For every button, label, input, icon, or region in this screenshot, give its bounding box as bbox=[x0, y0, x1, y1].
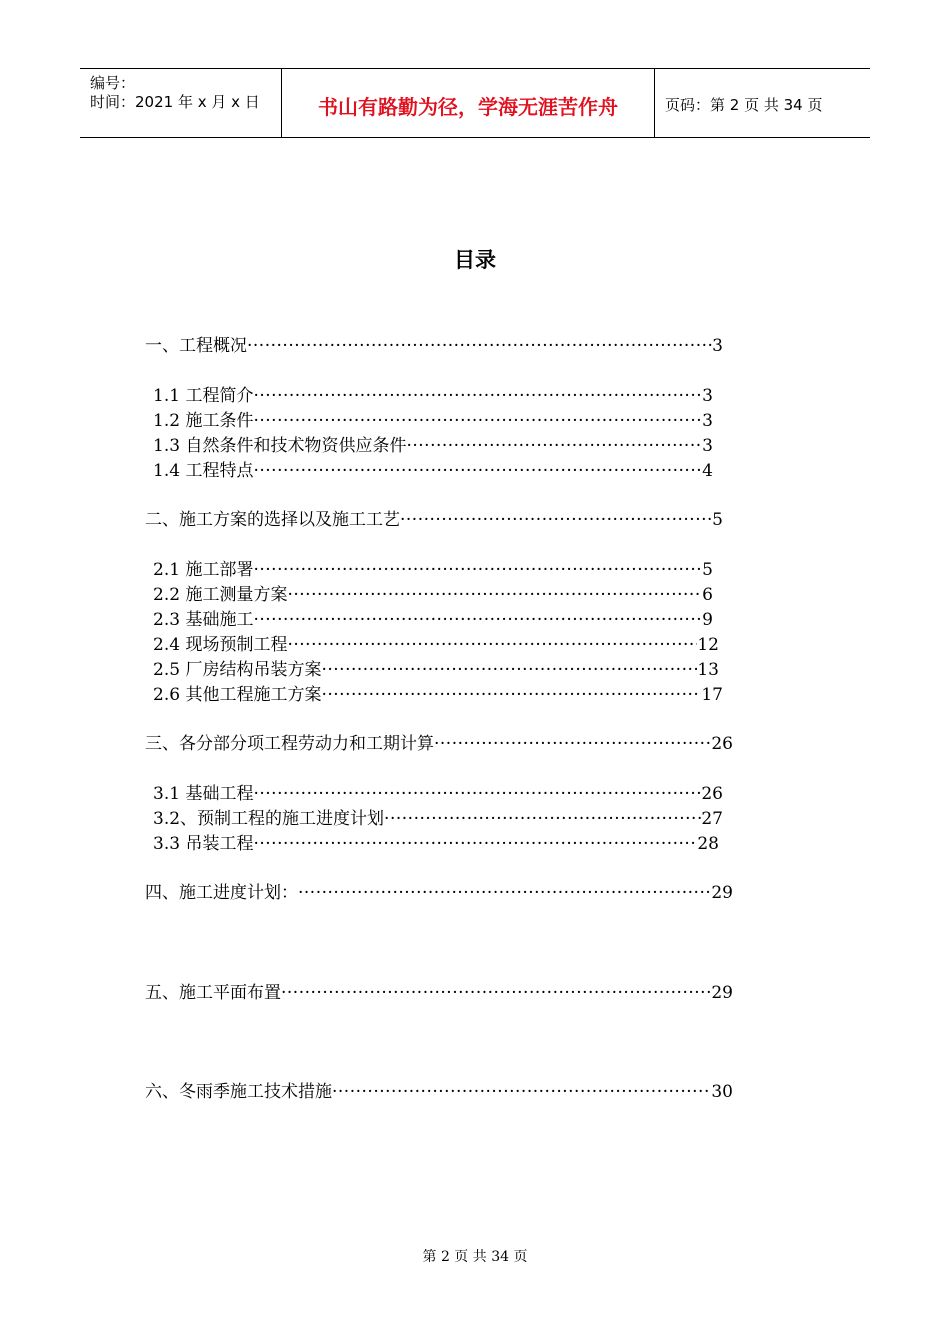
toc-entry[interactable] bbox=[145, 881, 733, 905]
toc-entry[interactable] bbox=[153, 633, 719, 657]
toc-entry-page: 29 bbox=[711, 983, 733, 1003]
toc-entry-label: 六、冬雨季施工技术措施 bbox=[145, 1082, 332, 1102]
toc-entry-page: 5 bbox=[712, 510, 723, 530]
toc-entry-label: 2.1 施工部署 bbox=[153, 560, 254, 580]
toc-leader-dots bbox=[321, 658, 697, 682]
toc-entry-label: 一、工程概况 bbox=[145, 336, 247, 356]
header-info-cell bbox=[80, 69, 282, 137]
toc-entry-page: 29 bbox=[711, 883, 733, 903]
toc-entry[interactable] bbox=[153, 558, 713, 582]
toc-entry[interactable] bbox=[153, 434, 713, 458]
toc-entry-page: 26 bbox=[711, 734, 733, 754]
header-page-cell bbox=[655, 69, 870, 137]
toc-leader-dots bbox=[253, 409, 702, 433]
toc-leader-dots bbox=[332, 1080, 711, 1104]
toc-entry-page: 12 bbox=[697, 635, 719, 655]
page-footer: 第 2 页 共 34 页 bbox=[422, 1249, 528, 1265]
toc-entry-page: 28 bbox=[697, 834, 719, 854]
toc-entry-page: 17 bbox=[701, 685, 723, 705]
toc-entry-page: 6 bbox=[702, 585, 713, 605]
toc-entry-page: 3 bbox=[702, 436, 713, 456]
toc-entry-label: 二、施工方案的选择以及施工工艺 bbox=[145, 510, 400, 530]
toc-leader-dots bbox=[253, 832, 697, 856]
toc-entry-page: 30 bbox=[711, 1082, 733, 1102]
toc-entry[interactable] bbox=[145, 1080, 733, 1104]
toc-leader-dots bbox=[253, 782, 701, 806]
toc-entry[interactable] bbox=[145, 508, 723, 532]
toc-entry[interactable] bbox=[153, 459, 713, 483]
toc-entry-label: 3.1 基础工程 bbox=[153, 784, 254, 804]
toc-leader-dots bbox=[298, 881, 711, 905]
toc-entry[interactable] bbox=[153, 658, 719, 682]
toc-entry-page: 3 bbox=[702, 411, 713, 431]
toc-entry-label: 四、施工进度计划： bbox=[145, 883, 298, 903]
toc-entry-label: 2.5 厂房结构吊装方案 bbox=[153, 660, 322, 680]
toc-entry-label: 2.6 其他工程施工方案 bbox=[153, 685, 322, 705]
toc-entry-page: 4 bbox=[702, 461, 713, 481]
toc-entry-label: 2.2 施工测量方案 bbox=[153, 585, 288, 605]
toc-title: 目录 bbox=[454, 248, 496, 272]
toc-entry[interactable] bbox=[153, 608, 713, 632]
toc-entry[interactable] bbox=[153, 683, 723, 707]
toc-entry[interactable] bbox=[153, 832, 719, 856]
toc-entry[interactable] bbox=[145, 981, 733, 1005]
toc-leader-dots bbox=[384, 807, 701, 831]
page-info: 页码：第 2 页 共 34 页 bbox=[665, 96, 823, 114]
toc-leader-dots bbox=[253, 558, 702, 582]
toc-entry-label: 2.3 基础施工 bbox=[153, 610, 254, 630]
toc-entry-page: 5 bbox=[702, 560, 713, 580]
toc-entry-label: 3.2、预制工程的施工进度计划 bbox=[153, 809, 385, 829]
toc-entry-label: 三、各分部分项工程劳动力和工期计算 bbox=[145, 734, 434, 754]
toc-entry-label: 1.3 自然条件和技术物资供应条件 bbox=[153, 436, 407, 456]
motto-text: 书山有路勤为径，学海无涯苦作舟 bbox=[318, 95, 618, 119]
page-header bbox=[80, 68, 870, 138]
toc-leader-dots bbox=[400, 508, 712, 532]
toc-entry[interactable] bbox=[153, 807, 723, 831]
header-motto-cell bbox=[282, 69, 655, 137]
toc-leader-dots bbox=[406, 434, 702, 458]
toc-leader-dots bbox=[253, 384, 702, 408]
toc-entry-page: 26 bbox=[701, 784, 723, 804]
toc-entry[interactable] bbox=[153, 409, 713, 433]
toc-leader-dots bbox=[247, 334, 712, 358]
toc-entry[interactable] bbox=[153, 782, 723, 806]
toc-leader-dots bbox=[287, 633, 697, 657]
toc-entry-page: 3 bbox=[712, 336, 723, 356]
toc-entry-page: 9 bbox=[702, 610, 713, 630]
toc-leader-dots bbox=[253, 459, 702, 483]
toc-entry[interactable] bbox=[153, 384, 713, 408]
toc-entry-label: 1.1 工程简介 bbox=[153, 386, 254, 406]
date-label: 时间：2021 年 x 月 x 日 bbox=[90, 93, 260, 111]
toc-entry[interactable] bbox=[153, 583, 713, 607]
toc-leader-dots bbox=[287, 583, 702, 607]
toc-entry-label: 3.3 吊装工程 bbox=[153, 834, 254, 854]
toc-entry[interactable] bbox=[145, 334, 723, 358]
toc-leader-dots bbox=[434, 732, 711, 756]
toc-entry-page: 13 bbox=[697, 660, 719, 680]
toc-entry-label: 1.2 施工条件 bbox=[153, 411, 254, 431]
toc-entry-label: 五、施工平面布置 bbox=[145, 983, 281, 1003]
serial-number-label: 编号： bbox=[90, 74, 136, 92]
toc-leader-dots bbox=[253, 608, 702, 632]
toc-leader-dots bbox=[281, 981, 711, 1005]
toc-entry-label: 2.4 现场预制工程 bbox=[153, 635, 288, 655]
toc-entry-page: 27 bbox=[701, 809, 723, 829]
toc-entry-label: 1.4 工程特点 bbox=[153, 461, 254, 481]
toc-entry-page: 3 bbox=[702, 386, 713, 406]
toc-leader-dots bbox=[321, 683, 701, 707]
toc-entry[interactable] bbox=[145, 732, 733, 756]
